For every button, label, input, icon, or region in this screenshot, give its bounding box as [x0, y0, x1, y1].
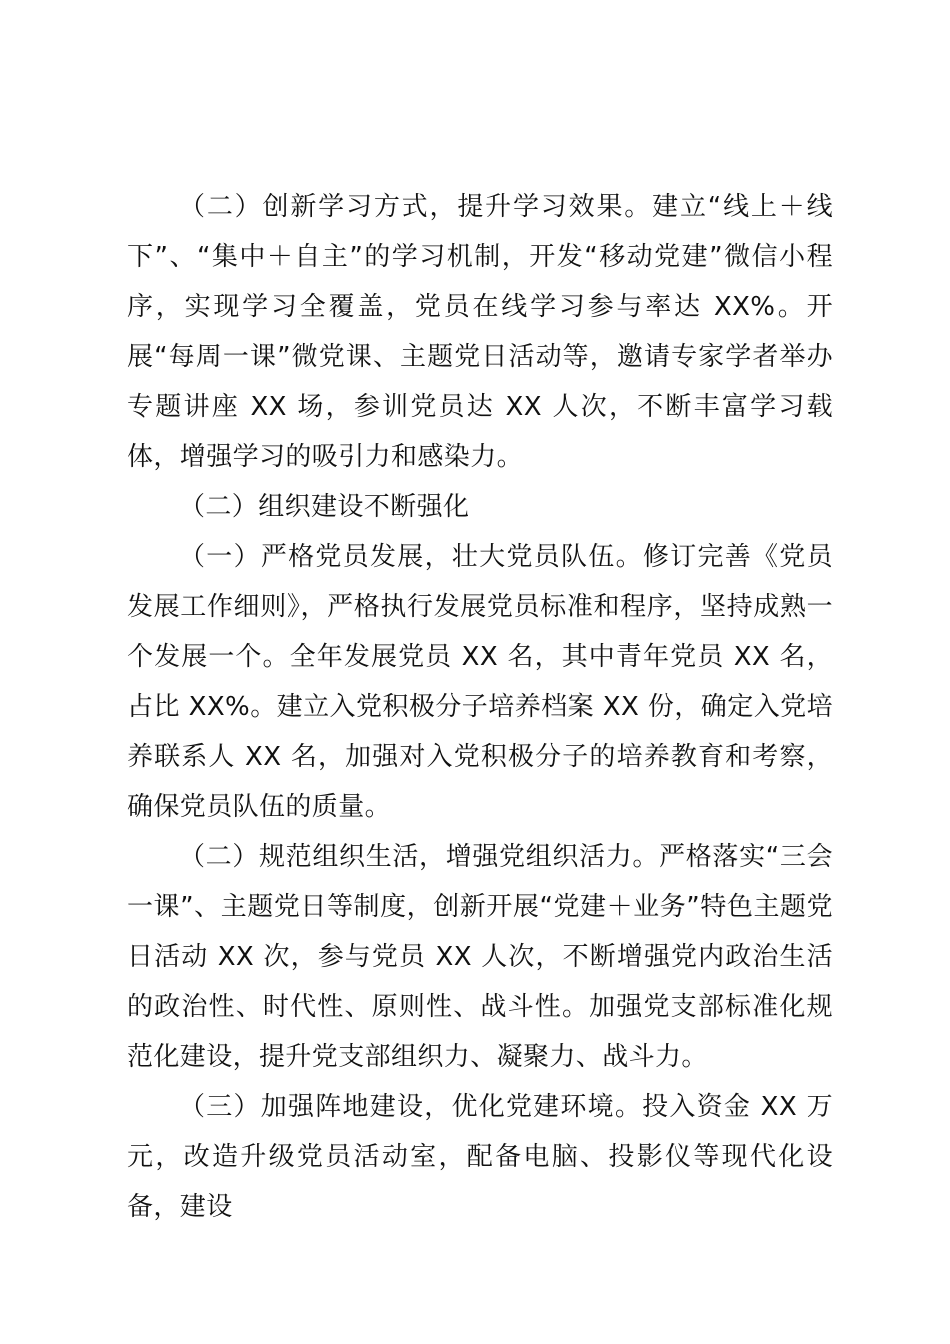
section-heading-organization: （二）组织建设不断强化	[179, 492, 470, 522]
paragraph-learning-methods: （二）创新学习方式，提升学习效果。建立“线上＋线下”、“集中＋自主”的学习机制，开发“移动党建”微信小程序，实现学习全覆盖，党员在线学习参与率达 XX%。开展“每周一课”微党课、主题党日活动等，邀请专家学者举办专题讲座 XX 场，参训党员达 XX 人次，不断丰富学习载体，增强学习的吸引力和感染力。	[127, 192, 833, 472]
paragraph-base-construction: （三）加强阵地建设，优化党建环境。投入资金 XX 万元，改造升级党员活动室，配备电脑、投影仪等现代化设备，建设	[127, 1092, 833, 1222]
paragraph-organization-life: （二）规范组织生活，增强党组织活力。严格落实“三会一课”、主题党日等制度，创新开展“党建＋业务”特色主题党日活动 XX 次，参与党员 XX 人次，不断增强党内政治生活的政治性、时代性、原则性、战斗性。加强党支部标准化规范化建设，提升党支部组织力、凝聚力、战斗力。	[127, 842, 833, 1072]
paragraph-member-development: （一）严格党员发展，壮大党员队伍。修订完善《党员发展工作细则》，严格执行发展党员标准和程序，坚持成熟一个发展一个。全年发展党员 XX 名，其中青年党员 XX 名，占比 XX%。建立入党积极分子培养档案 XX 份，确定入党培养联系人 XX 名，加强对入党积极分子的培养教育和考察，确保党员队伍的质量。	[127, 542, 833, 822]
document-body	[127, 182, 833, 1232]
